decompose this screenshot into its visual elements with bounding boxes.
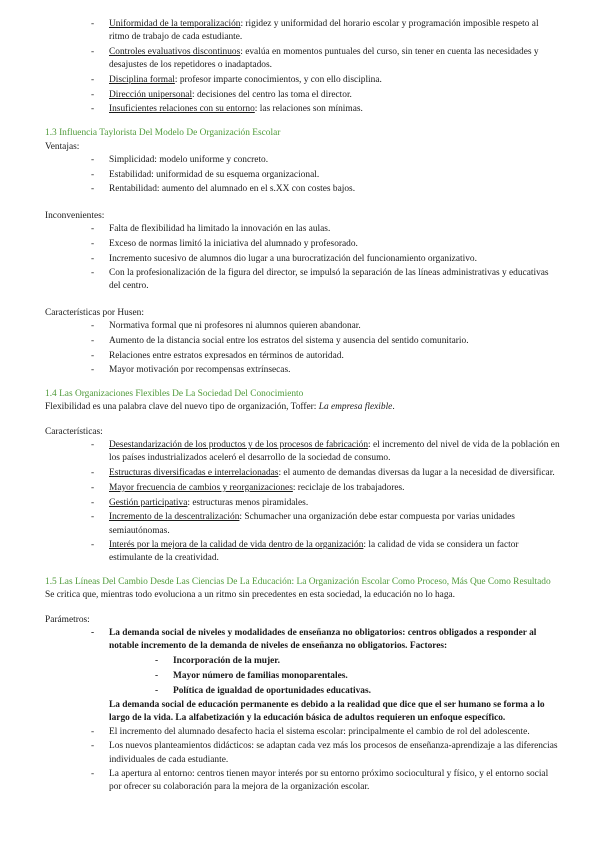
list-item-term: Controles evaluativos discontinuos <box>109 46 241 57</box>
inconvenientes-label: Inconvenientes: <box>45 210 105 221</box>
list-item: - La demanda social de niveles y modalidades de enseñanza no obligatorios: centros obligados a responder al notable incremento de la demanda de niveles de enseñanza no obligatorios. Factores: <box>91 628 537 652</box>
intro-list <box>45 18 560 116</box>
list-item: - Exceso de normas limitó la iniciativa del alumnado y profesorado. <box>91 238 358 249</box>
list-item: - Controles evaluativos discontinuos: evalúa en momentos puntuales del curso, sin tener en cuenta las necesidades y desajustes de los repetidores o inadaptados. <box>91 46 539 71</box>
list-item-term: Uniformidad de la temporalización <box>109 19 241 29</box>
s14-intro: Flexibilidad es una palabra clave del nuevo tipo de organización, Toffer: La empresa flexible. <box>45 401 395 412</box>
list-item-text: : rigidez y uniformidad del horario escolar y programación imposible respeto al ritmo de trabajo de cada estudiante. <box>109 19 539 43</box>
list-item: - Aumento de la distancia social entre los estratos del sistema y ausencia del sentido comunitario. <box>91 336 469 347</box>
list-item: - Normativa formal que ni profesores ni alumnos quieren abandonar. <box>91 321 361 332</box>
list-item-text: : las relaciones son mínimas. <box>254 104 363 115</box>
ventajas-label: Ventajas: <box>45 141 80 152</box>
list-item: - Uniformidad de la temporalización: rigidez y uniformidad del horario escolar y programación imposible respeto al ritmo de trabajo de cada estudiante. <box>91 19 539 43</box>
list-item-term: Dirección unipersonal <box>109 89 193 100</box>
s15-intro: Se critica que, mientras todo evoluciona a un ritmo sin precedentes en esta sociedad, la educación no lo haga. <box>45 589 456 600</box>
sub-list-item: - Incorporación de la mujer. <box>155 656 280 667</box>
list-item: - Falta de flexibilidad ha limitado la innovación en las aulas. <box>91 224 331 235</box>
list-item: - Incremento sucesivo de alumnos dio lugar a una burocratización del funcionamiento organizativo. <box>91 253 477 264</box>
list-item: - El incremento del alumnado desafecto hacia el sistema escolar: principalmente el cambio de rol del adolescente. <box>91 726 530 737</box>
list-item: - Interés por la mejora de la calidad de vida dentro de la organización: la calidad de vida se considera un factor estimulante de la creatividad. <box>91 540 519 564</box>
section-heading-1-3: 1.3 Influencia Taylorista Del Modelo De Organización Escolar <box>45 128 281 139</box>
list-item: - Gestión participativa: estructuras menos piramidales. <box>91 497 309 508</box>
list-item: - Relaciones entre estratos expresados en términos de autoridad. <box>91 350 344 361</box>
list-item: - Los nuevos planteamientos didácticos: se adaptan cada vez más los procesos de enseñanza-aprendizaje a las diferencias individuales de cada estudiante. <box>91 741 558 765</box>
list-item: - Mayor frecuencia de cambios y reorganizaciones: reciclaje de los trabajadores. <box>91 482 405 493</box>
list-item: - Dirección unipersonal: decisiones del centro las toma el director. <box>91 89 352 100</box>
list-item-term: Disciplina formal <box>109 74 175 85</box>
book-title: La empresa flexible <box>318 401 393 412</box>
list-item: - Desestandarización de los productos y de los procesos de fabricación: el incremento del nivel de vida de la población en los países industrializados aceleró el desarrollo de la sociedad de consumo. <box>91 440 560 464</box>
list-item-text: : profesor imparte conocimientos, y con ello disciplina. <box>174 74 382 85</box>
list-item: - Rentabilidad: aumento del alumnado en el s.XX con costes bajos. <box>91 184 356 195</box>
section-heading-1-5: 1.5 Las Líneas Del Cambio Desde Las Ciencias De La Educación: La Organización Escolar Como Proceso, Más Que Como Resultado <box>45 576 551 587</box>
list-item: - Estructuras diversificadas e interrelacionadas: el aumento de demandas diversas da lugar a la necesidad de diversificar. <box>91 468 555 479</box>
parametros-label: Parámetros: <box>45 615 90 626</box>
list-item: - Con la profesionalización de la figura del director, se impulsó la separación de las líneas administrativas y educativas del centro. <box>91 268 549 292</box>
caracteristicas-label: Características: <box>45 427 103 438</box>
husen-label: Características por Husen: <box>45 308 144 319</box>
list-item: - Insuficientes relaciones con su entorno: las relaciones son mínimas. <box>91 104 363 115</box>
sub-list-item: - Mayor número de familias monoparentales. <box>155 670 348 681</box>
section-heading-1-4: 1.4 Las Organizaciones Flexibles De La Sociedad Del Conocimiento <box>45 388 304 399</box>
list-item: - Incremento de la descentralización: Schumacher una organización debe estar compuesta por varias unidades semiautónomas. <box>91 512 515 536</box>
list-item-text: : evalúa en momentos puntuales del curso, sin tener en cuenta las necesidades y desajustes de los repetidores o inadaptados. <box>109 46 539 71</box>
permanente-paragraph: La demanda social de educación permanente es debido a la realidad que dice que el ser humano se forma a lo largo de la vida. La alfabetización y la educación básica de adultos requieren un enfoque específico. <box>109 700 545 724</box>
list-item-text: : decisiones del centro las toma el director. <box>192 89 352 100</box>
sub-list-item: - Política de igualdad de oportunidades educativas. <box>155 685 371 696</box>
list-item: - Disciplina formal: profesor imparte conocimientos, y con ello disciplina. <box>91 74 382 85</box>
list-item: - La apertura al entorno: centros tienen mayor interés por su entorno próximo sociocultural y físico, y el entorno social por ofrecer su colaboración para la mejora de la organización escolar. <box>91 769 549 793</box>
list-item-term: Insuficientes relaciones con su entorno <box>109 104 255 115</box>
list-item: - Estabilidad: uniformidad de su esquema organizacional. <box>91 169 320 180</box>
list-item: - Simplicidad: modelo uniforme y concreto. <box>91 154 269 165</box>
list-item: - Mayor motivación por recompensas extrínsecas. <box>91 365 291 376</box>
